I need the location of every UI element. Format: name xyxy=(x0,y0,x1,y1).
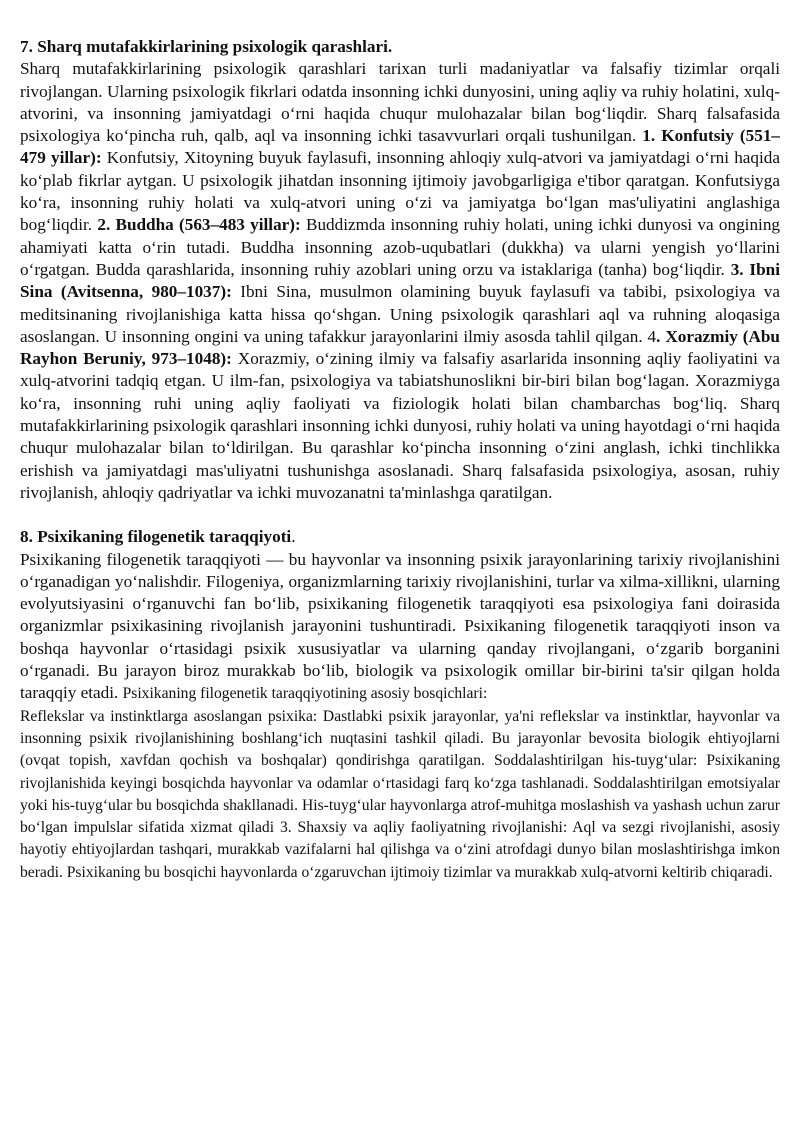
konfutsiy-text: Konfutsiy, Xitoyning buyuk faylasufi, insonning ahloqiy xulq-atvori va jamiyatdagi oʻrni haqida koʻplab fikrlar aytgan. U psixologik jihatdan insonning ijtimoiy javobgarligiga e'tibor qaratgan. Konfutsiyga koʻra, insonning ruhiy holati va xulq-atvori uning oʻzi va jamiyatga boʻlgan mas'uliyatini anglashiga bogʻliqdir. xyxy=(20,148,781,235)
buddha-text: Buddizmda insonning ruhiy holati, uning ichki dunyosi va ongining ahamiyati katta oʻrin tutadi. Buddha insonning azob-uqubatlari (dukkha) va ularni yengish yoʻllarini oʻrgatgan. Budda qarashlarida, insonning ruhiy azoblari uning orzu va istaklariga (tanha) bogʻliqdir. xyxy=(20,215,781,279)
section-8-body: Psixikaning filogenetik taraqqiyoti — bu hayvonlar va insonning psixik jarayonlarining tarixiy rivojlanishini oʻrganadigan yoʻnalishdir. Filogeniya, organizmlarning tarixiy rivojlanishini, turlar va xilma-xillikni, ularning evolyutsiyasini oʻrganuvchi fan boʻlib, psixikaning filogenetik taraqqiyoti esa psixologiya fani doirasida organizmlar psixikasining rivojlanish jarayonini tushuntiradi. Psixikaning filogenetik taraqqiyoti inson va boshqa hayvonlar oʻrtasidagi psixik xususiyatlar va ularning qanday rivojlangani, oʻzgarib borganini oʻrganadi. Bu jarayon biroz murakkab boʻlib, biologik va psixologik omillar bir-birini ta'sir qilgan holda taraqqiy etadi. xyxy=(20,549,780,703)
stages-text: Reflekslar va instinktlarga asoslangan psixika: Dastlabki psixik jarayonlar, ya'ni reflekslar va instinktlar, hayvonlar va insonning psixik rivojlanishining boshlangʻich nuqtasini tashkil qiladi. Bu jarayonlar bevosita biologik ehtiyojlarni (ovqat topish, xavfdan qochish va boshqalar) qondirishga qaratilgan. Soddalashtirilgan his-tuygʻular: Psixikaning rivojlanishida keyingi bosqichda hayvonlar va odamlar oʻrtasidagi farq koʻzga tashlanadi. Soddalashtirilgan emotsiyalar yoki his-tuygʻular bu bosqichda shakllanadi. His-tuygʻular hayvonlarga atrof-muhitga moslashish va yashash uchun zarur boʻlgan impulslar sifatida xizmat qiladi 3. Shaxsiy va aqliy faoliyatning rivojlanishi: Aql va sezgi rivojlanishi, asosiy hayotiy ehtiyojlardan tashqari, murakkab vazifalarni hal qilishga va oʻzini atrofdagi dunyo bilan moslashtirishga imkon beradi. Psixikaning bu bosqichi hayvonlarda oʻzgaruvchan ijtimoiy tizimlar va murakkab xulq-atvorni keltirib chiqaradi. xyxy=(20,707,780,881)
konfutsiy-heading: 1. Konfutsiy (551–479 yillar): xyxy=(20,126,781,168)
section-7-intro: Sharq mutafakkirlarining psixologik qarashlari tarixan turli madaniyatlar va falsafiy tizimlar orqali rivojlangan. Ularning psixologik fikrlari odatda insonning ichki dunyosini, uning aqliy va ruhiy holatini, xulq-atvorini, va insonning jamiyatdagi oʻrni haqida chuqur mulohazalar bilan bogʻliqdir. Sharq falsafasida psixologiya koʻpincha ruh, qalb, aql va insonning ichki tasavvurlari orqali tushunilgan. xyxy=(20,59,780,146)
buddha-heading: 2. Buddha (563–483 yillar): xyxy=(97,215,301,235)
xorazmiy-heading: . Xorazmiy (Abu Rayhon Beruniy, 973–1048): xyxy=(20,326,780,369)
ibni-sina-heading: 3. Ibni Sina (Avitsenna, 980–1037): xyxy=(20,259,780,302)
xorazmiy-text: Xorazmiy, oʻzining ilmiy va falsafiy asarlarida insonning aqliy faoliyatini va xulq-atvorini tadqiq etgan. U ilm-fan, psixologiya va tabiatshunoslikni bir-biri bilan bogʻlagan. Xorazmiyga koʻra, insonning ruhi uning aqliy faoliyati va fiziologik holati bilan chambarchas bogʻliq. Sharq mutafakkirlarining psixologik qarashlari insonning ichki dunyosi, ruhiy holati va uning hayotdagi oʻrni haqida chuqur mulohazalar bilan toʻldirilgan. Bu qarashlar koʻpincha insonning oʻzini anglash, ichki tinchlikka erishish va jamiyatdagi mas'uliyatni tushunishga asoslanadi. Sharq falsafasida psixologiya, asosan, ruhiy rivojlanish, ahloqiy qadriyatlar va ichki muvozanatni ta'minlashga qaratilgan. xyxy=(20,349,780,502)
section-7 xyxy=(20,36,780,504)
section-7-title: 7. Sharq mutafakkirlarining psixologik qarashlari. xyxy=(20,37,393,56)
ibni-sina-text: Ibni Sina, musulmon olamining buyuk faylasufi va tabibi, psixologiya va meditsinaning rivojlanishiga katta hissa qoʻshgan. Uning psixologik qarashlari aql va ruhning aloqasiga asoslangan. U insonning ongini va uning tafakkur jarayonlarini ilmiy asosda tahlil qilgan. 4 xyxy=(20,282,780,346)
section-8-title-period: . xyxy=(291,527,296,547)
stages-heading: Psixikaning filogenetik taraqqiyotining asosiy bosqichlari: xyxy=(122,685,488,703)
section-8-title: 8. Psixikaning filogenetik taraqqiyoti xyxy=(20,527,292,547)
section-8 xyxy=(20,526,780,705)
